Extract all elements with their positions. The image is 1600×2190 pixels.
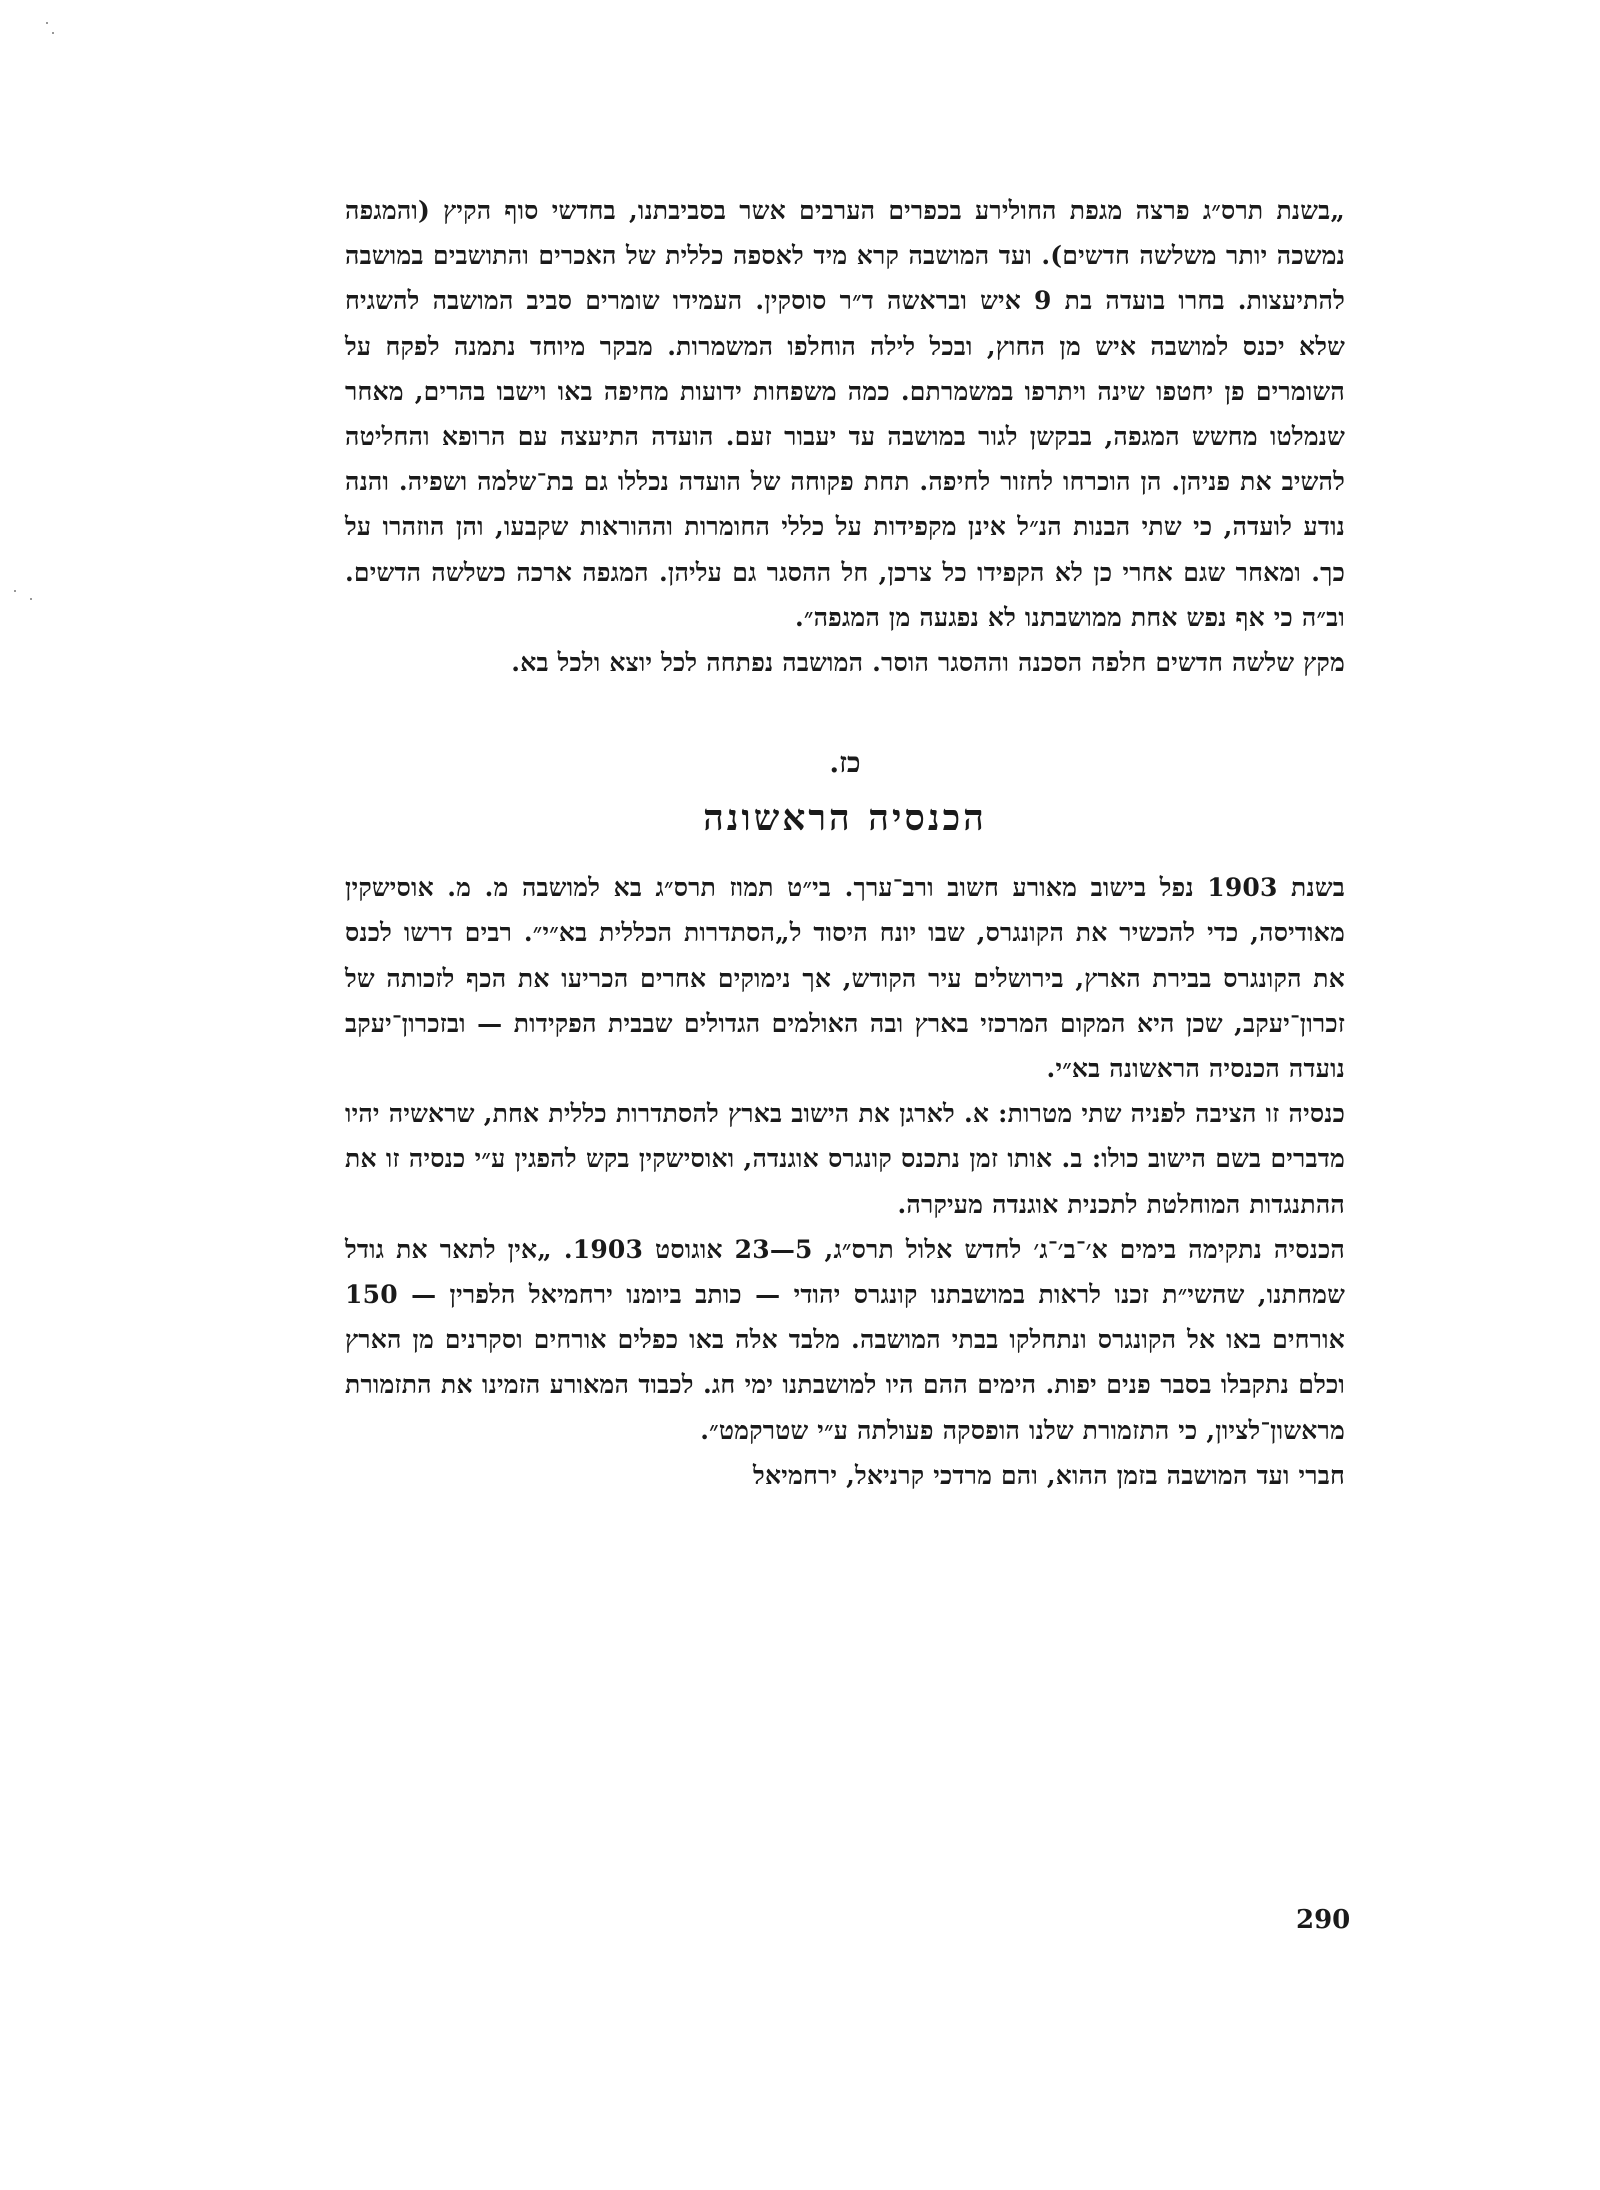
section-number: כז. bbox=[829, 746, 861, 780]
document-page bbox=[345, 188, 1345, 1498]
body-text-bottom bbox=[345, 865, 1345, 1498]
scan-speck bbox=[30, 598, 32, 600]
paragraph: חברי ועד המושבה בזמן ההוא, והם מרדכי קרניאל, ירחמיאל bbox=[753, 1460, 1345, 1490]
body-text-top bbox=[345, 188, 1345, 685]
paragraph: בשנת 1903 נפל בישוב מאורע חשוב ורב־ערך. בי״ט תמוז תרס״ג בא למושבה מ. מ. אוסישקין מאודיסה, כדי להכשיר את הקונגרס, שבו יונח היסוד ל„הסתדרות הכללית בא״י״. רבים דרשו לכנס את הקונגרס בבירת הארץ, בירושלים עיר הקודש, אך נימוקים אחרים הכריעו את הכף לזכותה של זכרון־יעקב, שכן היא המקום המרכזי בארץ ובה האולמים הגדולים שבבית הפקידות — ובזכרון־יעקב נועדה הכנסיה הראשונה בא״י. bbox=[345, 873, 1345, 1084]
paragraph: „בשנת תרס״ג פרצה מגפת החולירע בכפרים הערבים אשר בסביבתנו, בחדשי סוף הקיץ (והמגפה נמשכה יותר משלשה חדשים). ועד המושבה קרא מיד לאספה כללית של האכרים והתושבים במושבה להתיעצות. בחרו בועדה בת 9 איש ובראשה ד״ר סוסקין. העמידו שומרים סביב המושבה להשגיח שלא יכנס למושבה איש מן החוץ, ובכל לילה הוחלפו המשמרות. מבקר מיוחד נתמנה לפקח על השומרים פן יחטפו שינה ויתרפו במשמרתם. כמה משפחות ידועות מחיפה באו וישבו בהרים, מאחר שנמלטו מחשש המגפה, בבקשן לגור במושבה עד יעבור זעם. הועדה התיעצה עם הרופא והחליטה להשיב את פניהן. הן הוכרחו לחזור לחיפה. תחת פקוחה של הועדה נכללו גם בת־שלמה ושפיה. והנה נודע לועדה, כי שתי הבנות הנ״ל אינן מקפידות על כללי החומרות וההוראות שקבעו, והן הוזהרו על כך. ומאחר שגם אחרי כן לא הקפידו כל צרכן, חל ההסגר גם עליהן. המגפה ארכה כשלשה הדשים. וב״ה כי אף נפש אחת ממושבתנו לא נפגעה מן המגפה״. bbox=[345, 196, 1345, 632]
section-title: הכנסיה הראשונה bbox=[703, 797, 987, 840]
paragraph: כנסיה זו הציבה לפניה שתי מטרות: א. לארגן את הישוב בארץ להסתדרות כללית אחת, שראשיה יהיו מדברים בשם הישוב כולו: ב. אותו זמן נתכנס קונגרס אוגנדה, ואוסישקין בקש להפגין ע״י כנסיה זו את ההתנגדות המוחלטת לתכנית אוגנדה מעיקרה. bbox=[345, 1099, 1345, 1219]
scan-speck bbox=[52, 32, 54, 34]
page-number: 290 bbox=[1296, 1905, 1351, 1935]
paragraph: הכנסיה נתקימה בימים א׳־ב׳־ג׳ לחדש אלול תרס״ג, 5—23 אוגוסט 1903. „אין לתאר את גודל שמחתנו, שהשי״ת זכנו לראות במושבתנו קונגרס יהודי — כותב ביומנו ירחמיאל הלפרין — 150 אורחים באו אל הקונגרס ונתחלקו בבתי המושבה. מלבד אלה באו כפלים אורחים וסקרנים מן הארץ וכלם נתקבלו בסבר פנים יפות. הימים ההם היו למושבתנו ימי חג. לכבוד המאורע הזמינו את התזמורת מראשון־לציון, כי התזמורת שלנו הופסקה פעולתה ע״י שטרקמט״. bbox=[345, 1234, 1345, 1445]
scan-speck bbox=[14, 590, 16, 592]
scan-speck bbox=[46, 22, 48, 24]
paragraph: מקץ שלשה חדשים חלפה הסכנה וההסגר הוסר. המושבה נפתחה לכל יוצא ולכל בא. bbox=[511, 648, 1345, 678]
